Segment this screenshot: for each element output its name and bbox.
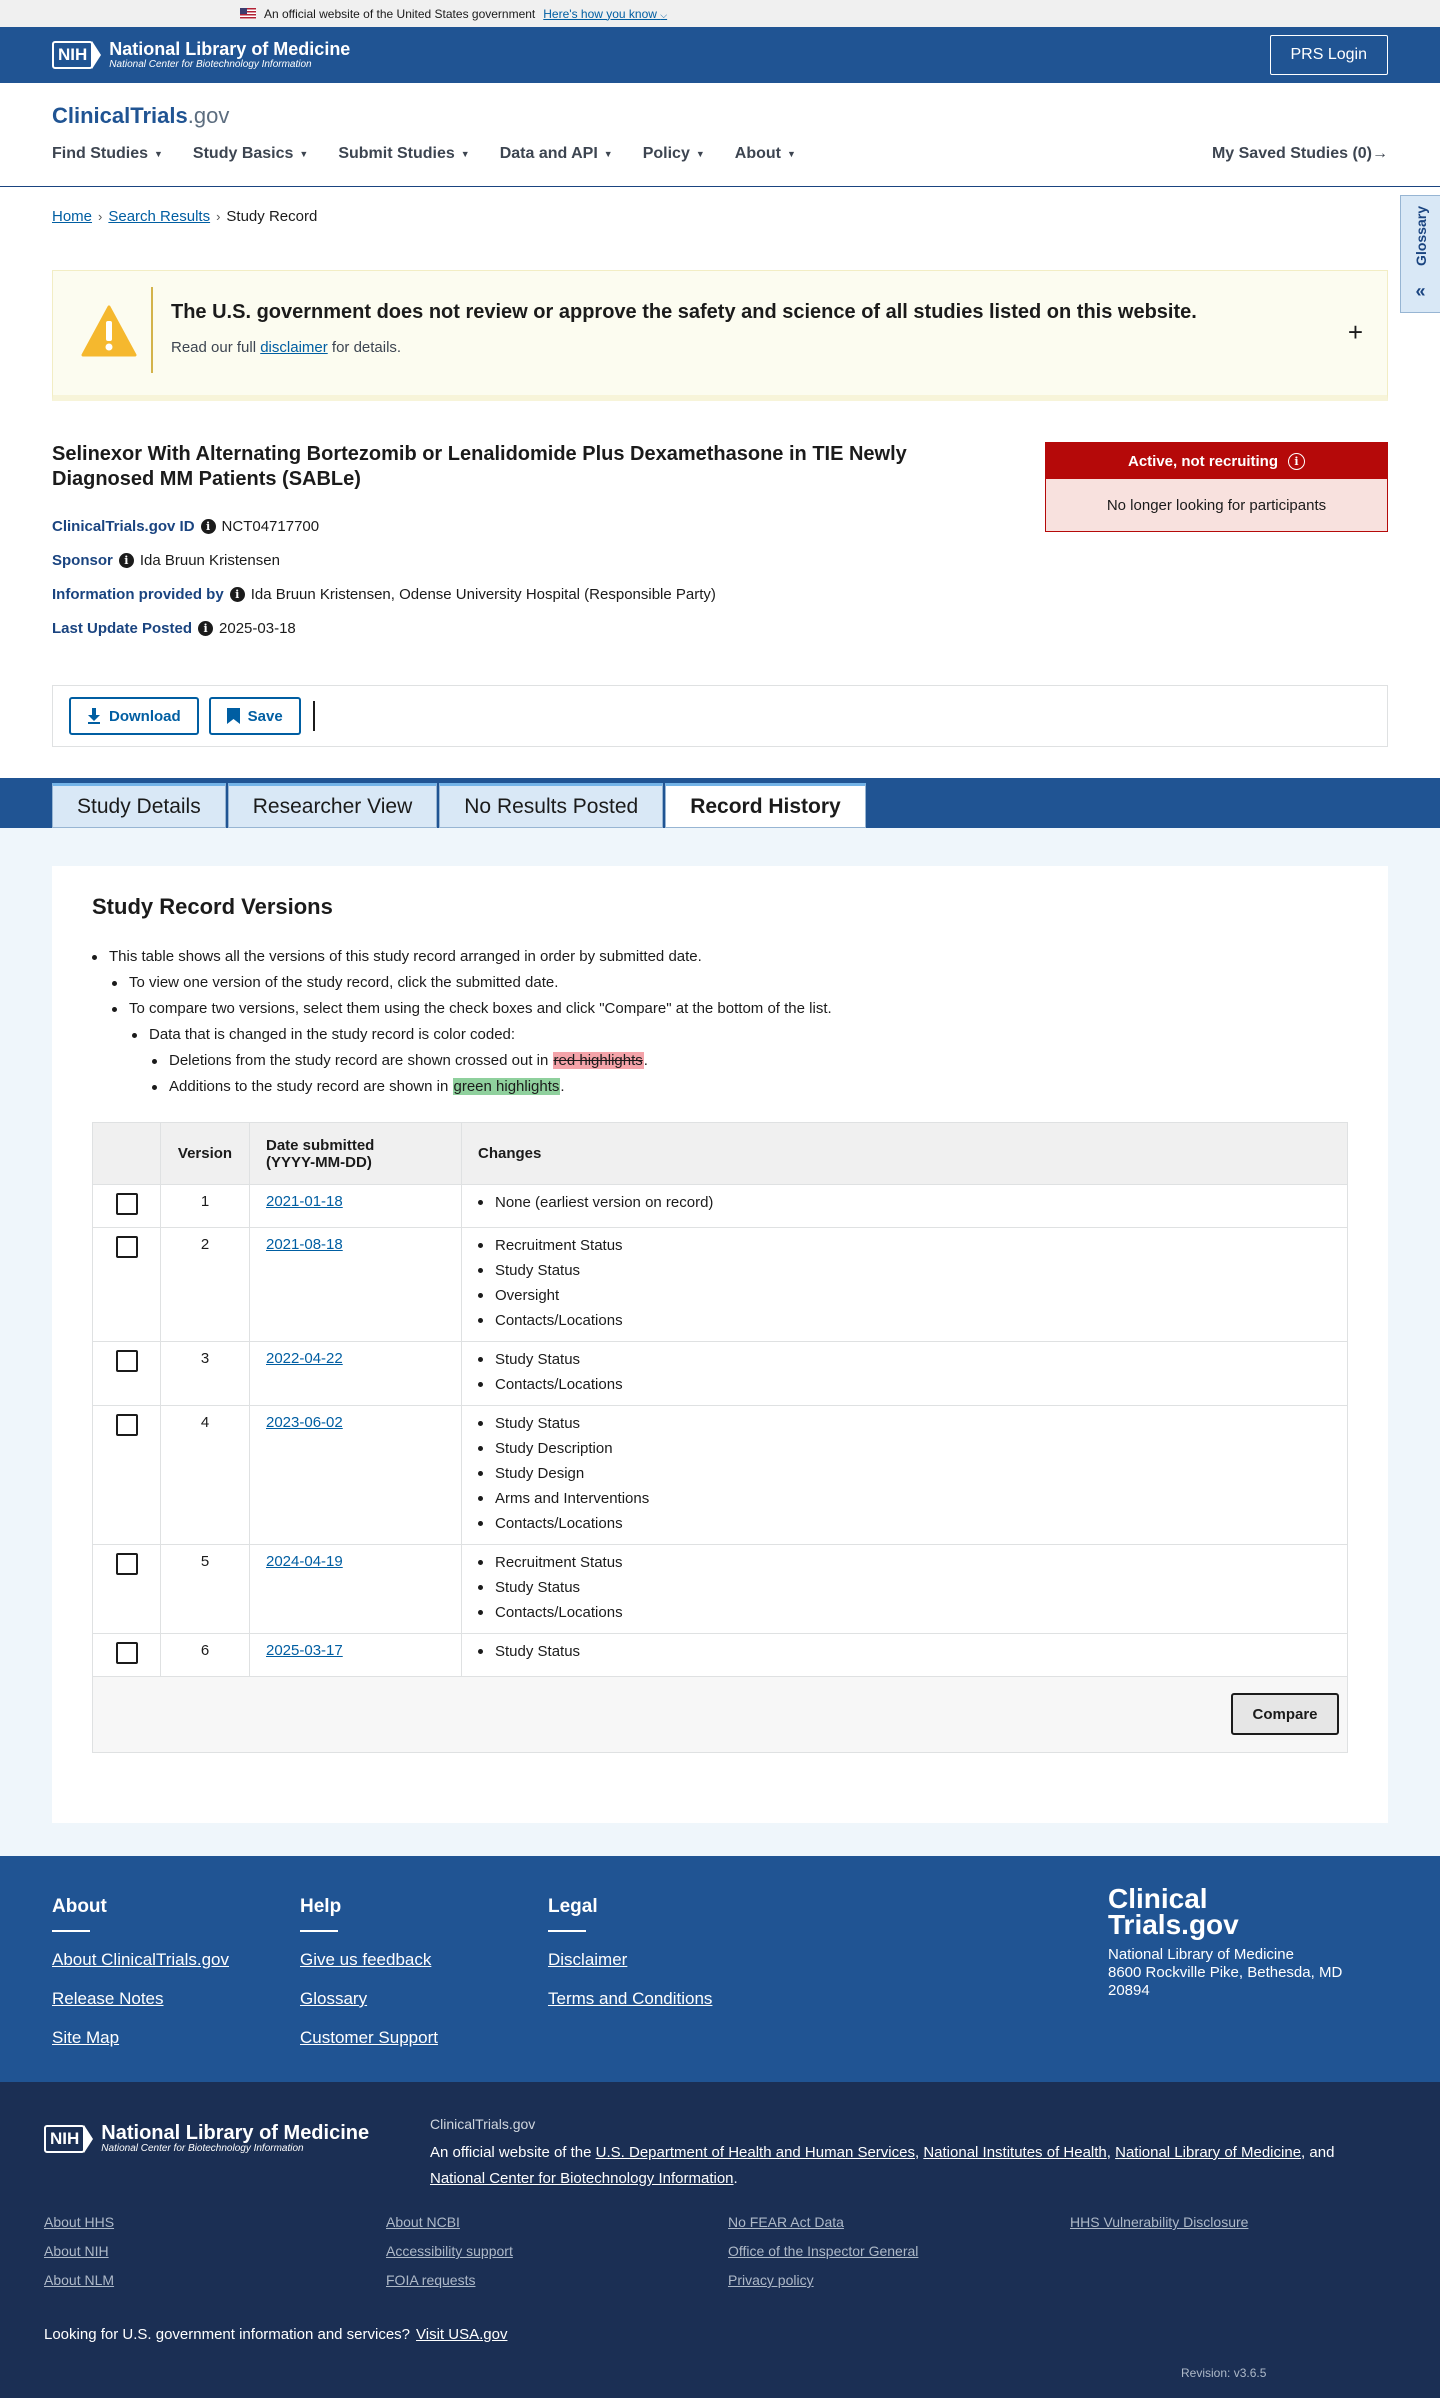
nav-data-api[interactable]: Data and API ▼ <box>499 145 613 162</box>
versions-instructions <box>92 944 832 1100</box>
deletions-note: Deletions from the study record are shown crossed out in red highlights. <box>169 1052 648 1069</box>
version-number: 2 <box>161 1228 250 1342</box>
footer-legal <box>548 1896 712 2028</box>
changes-cell <box>462 1342 1348 1406</box>
nlm-footer-logo[interactable]: NIH National Library of Medicine National Center for Biotechnology Information <box>44 2124 369 2154</box>
changes-list <box>478 1233 1331 1333</box>
bottom-footer <box>0 2082 1440 2398</box>
study-tabs <box>52 783 867 828</box>
footer-link-about[interactable]: About ClinicalTrials.gov <box>52 1950 229 1969</box>
table-row <box>93 1342 1348 1406</box>
alert-title: The U.S. government does not review or approve the safety and science of all studies listed on this website. <box>171 301 1197 323</box>
date-cell <box>250 1228 462 1342</box>
disclaimer-alert <box>52 270 1388 401</box>
info-icon[interactable]: i <box>119 553 134 568</box>
action-bar <box>52 685 1388 747</box>
breadcrumb-home[interactable]: Home <box>52 208 93 225</box>
version-checkbox[interactable] <box>116 1236 138 1258</box>
date-cell <box>250 1342 462 1406</box>
footer-link-disclaimer[interactable]: Disclaimer <box>548 1950 628 1969</box>
compare-note: To compare two versions, select them using the check boxes and click "Compare" at the bottom of the list. <box>129 1000 832 1017</box>
study-title: Selinexor With Alternating Bortezomib or Lenalidomide Plus Dexamethasone in TIE Newly Diagnosed MM Patients (SABLe) <box>52 443 907 490</box>
accessibility-link[interactable]: Accessibility support <box>386 2243 513 2259</box>
footer-help <box>300 1896 438 2067</box>
select-cell <box>93 1342 161 1406</box>
about-ncbi-link[interactable]: About NCBI <box>386 2214 460 2230</box>
footer-link-feedback[interactable]: Give us feedback <box>300 1950 432 1969</box>
alert-text: Read our full disclaimer for details. <box>171 339 402 356</box>
glossary-tab[interactable] <box>1400 195 1440 313</box>
change-item: Study Design <box>478 1461 1331 1486</box>
study-id-value: NCT04717700 <box>221 518 320 535</box>
intro-text: This table shows all the versions of this study record arranged in order by submitted date. <box>109 948 702 965</box>
status-title-bar <box>1046 443 1387 479</box>
bottom-links-2 <box>386 2214 513 2301</box>
change-item: Study Status <box>478 1258 1331 1283</box>
table-row <box>93 1185 1348 1228</box>
tab-study-details[interactable]: Study Details <box>52 783 226 828</box>
chevron-down-icon: ▼ <box>460 149 470 159</box>
version-number: 3 <box>161 1342 250 1406</box>
footer-link-terms[interactable]: Terms and Conditions <box>548 1989 713 2008</box>
change-item: Recruitment Status <box>478 1233 1331 1258</box>
last-update-value: 2025-03-18 <box>219 620 296 637</box>
sponsor-value: Ida Bruun Kristensen <box>139 552 280 569</box>
sponsor-label: Sponsor <box>52 552 113 569</box>
select-cell <box>93 1545 161 1634</box>
chevron-down-icon: ▼ <box>786 149 796 159</box>
bottom-links-4 <box>1070 2214 1248 2243</box>
footer-ct-logo: Clinical Trials.gov National Library of Medicine 8600 Rockville Pike, Bethesda, MD 20894 <box>1108 1883 1343 1999</box>
vulnerability-link[interactable]: HHS Vulnerability Disclosure <box>1070 2214 1249 2230</box>
no-fear-link[interactable]: No FEAR Act Data <box>728 2214 844 2230</box>
nih-badge: NIH <box>52 41 93 69</box>
change-item: Study Status <box>478 1639 1331 1664</box>
inspector-general-link[interactable]: Office of the Inspector General <box>728 2243 919 2259</box>
change-item: Contacts/Locations <box>478 1600 1331 1625</box>
date-cell <box>250 1545 462 1634</box>
gov-banner-text: An official website of the United States government <box>264 6 536 21</box>
official-website-text: An official website of the U.S. Department of Health and Human Services, National Institutes of Health, National Library of Medicine, and National Center for Biotechnology Information. <box>430 2144 1335 2187</box>
ncbi-subtitle: National Center for Biotechnology Information <box>109 59 312 70</box>
version-checkbox[interactable] <box>116 1553 138 1575</box>
change-item: Arms and Interventions <box>478 1486 1331 1511</box>
warning-icon <box>81 305 137 357</box>
version-date-link[interactable]: 2024-04-19 <box>266 1553 343 1570</box>
study-id-row <box>52 518 319 535</box>
footer-legal-title: Legal <box>548 1896 586 1932</box>
chevron-down-icon: ▼ <box>603 149 613 159</box>
select-cell <box>93 1406 161 1545</box>
versions-heading: Study Record Versions <box>92 894 333 919</box>
site-header <box>0 83 1440 187</box>
status-title: Active, not recruiting <box>1127 452 1279 470</box>
sponsor-row <box>52 552 280 569</box>
provided-by-row <box>52 586 716 603</box>
footer-link-glossary[interactable]: Glossary <box>300 1989 368 2008</box>
footer-link-release-notes[interactable]: Release Notes <box>52 1989 164 2008</box>
double-chevron-left-icon: « <box>1415 281 1426 301</box>
about-nlm-link[interactable]: About NLM <box>44 2272 115 2288</box>
bottom-links-1 <box>44 2214 114 2301</box>
date-cell <box>250 1634 462 1677</box>
changes-cell <box>462 1545 1348 1634</box>
changes-cell <box>462 1406 1348 1545</box>
changes-cell <box>462 1634 1348 1677</box>
foia-link[interactable]: FOIA requests <box>386 2272 476 2288</box>
last-update-label: Last Update Posted <box>52 620 193 637</box>
version-column-header: Version <box>161 1123 250 1185</box>
select-cell <box>93 1228 161 1342</box>
additions-note: Additions to the study record are shown in green highlights. <box>169 1078 565 1095</box>
changes-list <box>478 1550 1331 1625</box>
saved-studies-link[interactable]: My Saved Studies (0)→ <box>1211 145 1388 162</box>
version-number: 6 <box>161 1634 250 1677</box>
breadcrumb <box>52 208 317 225</box>
prs-login-button[interactable]: PRS Login <box>1270 35 1389 75</box>
change-item: Study Status <box>478 1411 1331 1436</box>
arrow-right-icon: → <box>1372 145 1388 162</box>
info-icon[interactable]: i <box>230 587 245 602</box>
clinicaltrials-logo[interactable]: ClinicalTrials.gov <box>52 103 230 128</box>
chevron-right-icon: › <box>98 209 103 224</box>
changes-cell <box>462 1185 1348 1228</box>
select-cell <box>93 1185 161 1228</box>
footer-help-title: Help <box>300 1896 338 1932</box>
record-history-card <box>52 866 1388 1823</box>
date-cell <box>250 1406 462 1545</box>
version-date-link[interactable]: 2025-03-17 <box>266 1642 343 1659</box>
provided-by-label: Information provided by <box>52 586 224 603</box>
bottom-site-name: ClinicalTrials.gov <box>430 2116 536 2132</box>
nlm-title: National Library of Medicine <box>109 39 351 59</box>
compare-row <box>92 1677 1348 1753</box>
nlm-logo[interactable] <box>52 40 350 70</box>
chevron-down-icon: ▼ <box>695 149 705 159</box>
change-item: Contacts/Locations <box>478 1372 1331 1397</box>
footer-link-site-map[interactable]: Site Map <box>52 2028 120 2047</box>
usa-gov-link[interactable]: Visit USA.gov <box>416 2326 508 2343</box>
version-date-link[interactable]: 2021-08-18 <box>266 1236 343 1253</box>
disclaimer-link[interactable]: disclaimer <box>260 339 328 356</box>
divider <box>313 701 315 731</box>
glossary-label: Glossary <box>1412 206 1429 266</box>
compare-button[interactable]: Compare <box>1231 1693 1339 1735</box>
status-subtitle: No longer looking for participants <box>1046 479 1387 531</box>
version-number: 4 <box>161 1406 250 1545</box>
select-column-header <box>93 1123 161 1185</box>
nav-about[interactable]: About ▼ <box>734 145 796 162</box>
date-cell <box>250 1185 462 1228</box>
version-checkbox[interactable] <box>116 1193 138 1215</box>
chevron-down-icon: ⌵ <box>660 9 668 20</box>
nav-submit-studies[interactable]: Submit Studies ▼ <box>338 145 470 162</box>
changes-column-header: Changes <box>462 1123 1348 1185</box>
footer-link-support[interactable]: Customer Support <box>300 2028 438 2047</box>
nav-find-studies[interactable]: Find Studies ▼ <box>52 145 163 162</box>
download-icon <box>87 708 101 724</box>
info-icon[interactable]: i <box>198 621 213 636</box>
provided-by-value: Ida Bruun Kristensen, Odense University Hospital (Responsible Party) <box>250 586 716 603</box>
chevron-down-icon: ▼ <box>154 149 163 159</box>
tab-no-results-posted[interactable]: No Results Posted <box>439 783 663 828</box>
tab-record-history[interactable]: Record History <box>665 783 866 828</box>
date-column-header: Date submitted (YYYY-MM-DD) <box>250 1123 462 1185</box>
save-button[interactable]: Save <box>209 697 301 735</box>
versions-table <box>92 1122 1348 1677</box>
bottom-links-3 <box>728 2214 918 2301</box>
how-you-know-link[interactable]: Here's how you know ⌵ <box>543 6 668 21</box>
info-icon[interactable]: i <box>1288 453 1305 470</box>
version-number: 5 <box>161 1545 250 1634</box>
change-item: Recruitment Status <box>478 1550 1331 1575</box>
nav-study-basics[interactable]: Study Basics ▼ <box>192 145 309 162</box>
color-note: Data that is changed in the study record is color coded: <box>149 1026 516 1043</box>
table-header-row <box>93 1123 1348 1185</box>
privacy-link[interactable]: Privacy policy <box>728 2272 814 2288</box>
us-flag-icon <box>240 8 256 19</box>
select-cell <box>93 1634 161 1677</box>
table-row <box>93 1634 1348 1677</box>
site-footer <box>0 1856 1440 2082</box>
nih-link[interactable]: National Institutes of Health <box>923 2144 1107 2161</box>
change-item: Study Status <box>478 1347 1331 1372</box>
info-icon[interactable]: i <box>201 519 216 534</box>
study-id-label: ClinicalTrials.gov ID <box>52 518 195 535</box>
changes-list <box>478 1190 1331 1215</box>
changes-list <box>478 1411 1331 1536</box>
about-hhs-link[interactable]: About HHS <box>44 2214 115 2230</box>
nlm-link[interactable]: National Library of Medicine <box>1115 2144 1302 2161</box>
table-row <box>93 1228 1348 1342</box>
changes-cell <box>462 1228 1348 1342</box>
bookmark-icon <box>227 708 240 724</box>
change-item: Study Description <box>478 1436 1331 1461</box>
footer-about <box>52 1896 229 2067</box>
ncbi-link[interactable]: National Center for Biotechnology Information <box>430 2170 734 2187</box>
hhs-link[interactable]: U.S. Department of Health and Human Services <box>595 2144 915 2161</box>
version-checkbox[interactable] <box>116 1350 138 1372</box>
footer-about-title: About <box>52 1896 90 1932</box>
about-nih-link[interactable]: About NIH <box>44 2243 109 2259</box>
recruitment-status-box <box>1045 442 1388 532</box>
chevron-down-icon: ▼ <box>299 149 309 159</box>
change-item: Oversight <box>478 1283 1331 1308</box>
nih-header <box>0 27 1440 83</box>
version-checkbox[interactable] <box>116 1642 138 1664</box>
version-checkbox[interactable] <box>116 1414 138 1436</box>
expand-plus-icon[interactable]: + <box>1347 317 1363 347</box>
change-item: None (earliest version on record) <box>478 1190 1331 1215</box>
main-nav <box>52 145 796 163</box>
change-item: Study Status <box>478 1575 1331 1600</box>
changes-list <box>478 1639 1331 1664</box>
chevron-right-icon: › <box>216 209 221 224</box>
usa-gov-text: Looking for U.S. government information and services? Visit USA.gov <box>44 2326 508 2343</box>
table-row <box>93 1406 1348 1545</box>
view-note: To view one version of the study record, click the submitted date. <box>129 974 559 991</box>
footer-address: National Library of Medicine 8600 Rockville Pike, Bethesda, MD 20894 <box>1108 1946 1343 1999</box>
tab-researcher-view[interactable]: Researcher View <box>228 783 438 828</box>
download-button[interactable]: Download <box>69 697 199 735</box>
version-date-link[interactable]: 2023-06-02 <box>266 1414 343 1431</box>
nav-policy[interactable]: Policy ▼ <box>642 145 705 162</box>
last-update-row <box>52 620 296 637</box>
breadcrumb-current: Study Record <box>226 208 318 225</box>
changes-list <box>478 1347 1331 1397</box>
table-row <box>93 1545 1348 1634</box>
gov-banner <box>0 0 1440 27</box>
revision-text: Revision: v3.6.5 <box>1181 2366 1267 2380</box>
change-item: Contacts/Locations <box>478 1511 1331 1536</box>
change-item: Contacts/Locations <box>478 1308 1331 1333</box>
version-date-link[interactable]: 2021-01-18 <box>266 1193 343 1210</box>
version-date-link[interactable]: 2022-04-22 <box>266 1350 343 1367</box>
breadcrumb-search-results[interactable]: Search Results <box>108 208 211 225</box>
version-number: 1 <box>161 1185 250 1228</box>
